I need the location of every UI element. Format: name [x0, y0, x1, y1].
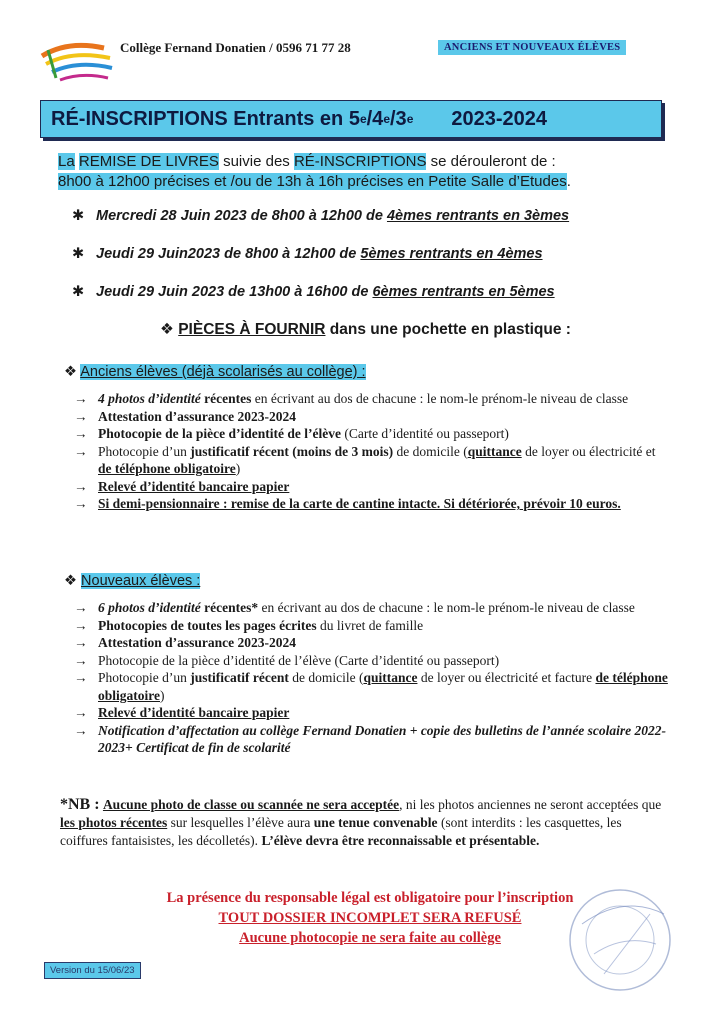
college-logo	[38, 38, 120, 88]
list-item: → Notification d’affectation au collège Fernand Donatien + copie des bulletins de l’année scolaire 2022-2023+ Certificat de fin de scolarité	[74, 722, 667, 755]
arrow-icon: →	[74, 443, 88, 459]
list-item: → Photocopie de la pièce d’identité de l’élève (Carte d’identité ou passeport)	[74, 652, 500, 668]
arrow-icon: →	[74, 496, 88, 511]
session-item	[72, 208, 569, 224]
session-text: Jeudi 29 Juin2023 de 8h00 à 12h00 de	[96, 246, 361, 262]
session-item	[72, 284, 555, 300]
list-item: → Photocopies de toutes les pages écrites du livret de famille	[74, 617, 424, 633]
pieces-heading: ❖ PIÈCES À FOURNIR dans une pochette en plastique :	[160, 321, 571, 338]
anciens-heading	[64, 364, 366, 380]
arrow-icon: →	[74, 652, 88, 668]
nb-head: *NB :	[60, 796, 100, 813]
diamond-icon: ❖	[64, 364, 77, 380]
version-label: Version du 15/06/23	[44, 962, 141, 979]
session-group: 5èmes rentrants en 4èmes	[360, 246, 543, 262]
title-slash-2: /3	[390, 107, 407, 130]
list-item: → Photocopie d’un justificatif récent de domicile (quittance de loyer ou électricité et facture de téléphone obligatoire)	[74, 670, 668, 703]
session-group: 6èmes rentrants en 5èmes	[372, 284, 555, 300]
diamond-icon: ❖	[64, 573, 77, 589]
title-sup-2: e	[383, 112, 390, 126]
intro-end: .	[566, 173, 571, 190]
asterisk-icon: ✱	[72, 246, 85, 262]
title-sup-3: e	[406, 112, 414, 126]
nb-note: *NB : Aucune photo de classe ou scannée ne sera acceptée, ni les photos anciennes ne seront acceptées que les photos récentes sur lesquelles l’élève aura une tenue convenable (sont interdits : les casquettes, les coiffures fantaisistes, les décolletés). L’élève devra être reconnaissable et présentable.	[60, 796, 662, 848]
pieces-title: PIÈCES À FOURNIR	[178, 321, 326, 338]
nouveaux-label: Nouveaux élèves :	[81, 573, 201, 589]
list-item: → Attestation d’assurance 2023-2024	[74, 635, 296, 650]
asterisk-icon: ✱	[72, 208, 85, 224]
intro-suivie: suivie des	[223, 153, 290, 170]
intro-text	[58, 152, 698, 192]
list-item: → Attestation d’assurance 2023-2024	[74, 408, 296, 424]
anciens-label: Anciens élèves (déjà scolarisés au collège) :	[80, 364, 366, 380]
pieces-rest: dans une pochette en plastique	[325, 321, 562, 338]
intro-hours: 8h00 à 12h00 précises et /ou de 13h à 16h précises en Petite Salle d’Etudes	[58, 173, 567, 190]
list-item: → 6 photos d’identité récentes* en écrivant au dos de chacune : le nom-le prénom-le niveau de classe	[74, 600, 635, 615]
arrow-icon: →	[74, 635, 88, 650]
arrow-icon: →	[74, 426, 88, 441]
guardian-notice: La présence du responsable légal est obligatoire pour l’inscription	[166, 890, 574, 906]
session-group: 4èmes rentrants en 3èmes	[386, 208, 570, 224]
arrow-icon: →	[74, 670, 88, 685]
intro-reinscriptions: RÉ-INSCRIPTIONS	[293, 153, 427, 170]
intro-remise: REMISE DE LIVRES	[78, 153, 219, 170]
list-item: → Photocopie de la pièce d’identité de l’élève (Carte d’identité ou passeport)	[74, 426, 509, 441]
official-stamp	[564, 884, 676, 996]
list-item: → Relevé d’identité bancaire papier	[74, 705, 290, 720]
title-main: RÉ-INSCRIPTIONS Entrants en 5	[51, 107, 360, 130]
incomplete-notice: TOUT DOSSIER INCOMPLET SERA REFUSÉ	[218, 910, 522, 926]
diamond-icon: ❖	[160, 321, 174, 338]
session-item	[72, 246, 543, 262]
arrow-icon: →	[74, 722, 88, 738]
arrow-icon: →	[74, 617, 88, 633]
list-item: → Si demi-pensionnaire : remise de la carte de cantine intacte. Si détériorée, prévoir 10 euros.	[74, 496, 621, 511]
anciens-list	[74, 390, 668, 513]
nouveaux-list	[74, 599, 668, 757]
arrow-icon: →	[74, 391, 88, 406]
arrow-icon: →	[74, 705, 88, 720]
asterisk-icon: ✱	[72, 284, 85, 300]
title-year: 2023-2024	[451, 107, 548, 130]
college-contact: Collège Fernand Donatien / 0596 71 77 28	[120, 40, 351, 55]
title-sup-1: e	[359, 112, 367, 126]
no-photocopy-notice: Aucune photocopie ne sera faite au collège	[239, 930, 501, 946]
page-title	[40, 100, 662, 138]
arrow-icon: →	[74, 408, 88, 424]
session-text: Jeudi 29 Juin 2023 de 13h00 à 16h00 de	[96, 284, 373, 300]
session-text: Mercredi 28 Juin 2023 de 8h00 à 12h00 de	[96, 208, 387, 224]
intro-derouleront: se dérouleront de :	[430, 153, 556, 170]
list-item: → 4 photos d’identité récentes en écrivant au dos de chacune : le nom-le prénom-le niveau de classe	[74, 391, 629, 406]
nouveaux-heading	[64, 573, 200, 589]
audience-tag: ANCIENS ET NOUVEAUX ÉLÈVES	[438, 40, 626, 55]
arrow-icon: →	[74, 600, 88, 615]
title-slash-1: /4	[366, 107, 384, 130]
intro-la: La	[58, 153, 75, 170]
list-item: → Relevé d’identité bancaire papier	[74, 478, 290, 494]
arrow-icon: →	[74, 478, 88, 494]
list-item: → Photocopie d’un justificatif récent (moins de 3 mois) de domicile (quittance de loyer ou électricité et de téléphone obligatoire)	[74, 443, 656, 476]
